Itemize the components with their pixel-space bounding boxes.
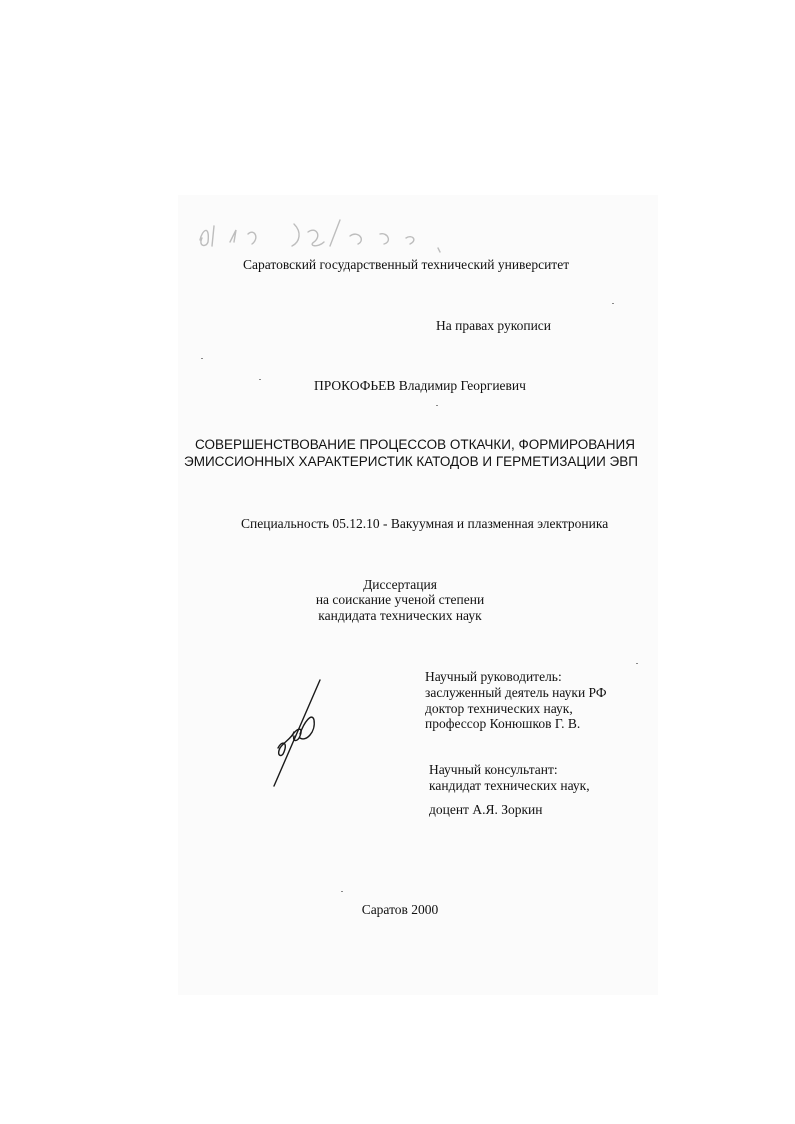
supervisor-heading: Научный руководитель: (425, 669, 562, 684)
author-name: ПРОКОФЬЕВ Владимир Георгиевич (314, 378, 526, 393)
scan-speck (201, 358, 203, 359)
supervisor-name: профессор Конюшков Г. В. (425, 716, 581, 731)
specialty: Специальность 05.12.10 - Вакуумная и плазменная электроника (241, 516, 609, 531)
manuscript-note: На правах рукописи (436, 318, 552, 333)
scan-speck (612, 303, 614, 304)
scan-speck (259, 379, 261, 380)
consultant-heading: Научный консультант: (429, 762, 558, 777)
city-year: Саратов 2000 (361, 902, 439, 917)
scan-speck (436, 405, 438, 406)
thesis-title-line-1: СОВЕРШЕНСТВОВАНИЕ ПРОЦЕССОВ ОТКАЧКИ, ФОРМИРОВАНИЯ (195, 437, 635, 452)
archive-pencil-mark (190, 212, 450, 257)
supervisor-title: заслуженный деятель науки РФ (425, 685, 607, 700)
degree-name: кандидата технических наук (318, 608, 482, 623)
author-signature (262, 676, 332, 791)
scan-speck (341, 891, 343, 892)
scan-speck (636, 663, 638, 664)
degree-line: на соискание ученой степени (315, 592, 485, 607)
consultant-degree: кандидат технических наук, (429, 778, 590, 793)
dissertation-label: Диссертация (363, 577, 437, 592)
consultant-name: доцент А.Я. Зоркин (429, 802, 543, 817)
university-name: Саратовский государственный технический университет (243, 257, 570, 272)
thesis-title-line-2: ЭМИССИОННЫХ ХАРАКТЕРИСТИК КАТОДОВ И ГЕРМЕТИЗАЦИИ ЭВП (184, 454, 638, 469)
supervisor-degree: доктор технических наук, (425, 701, 573, 716)
